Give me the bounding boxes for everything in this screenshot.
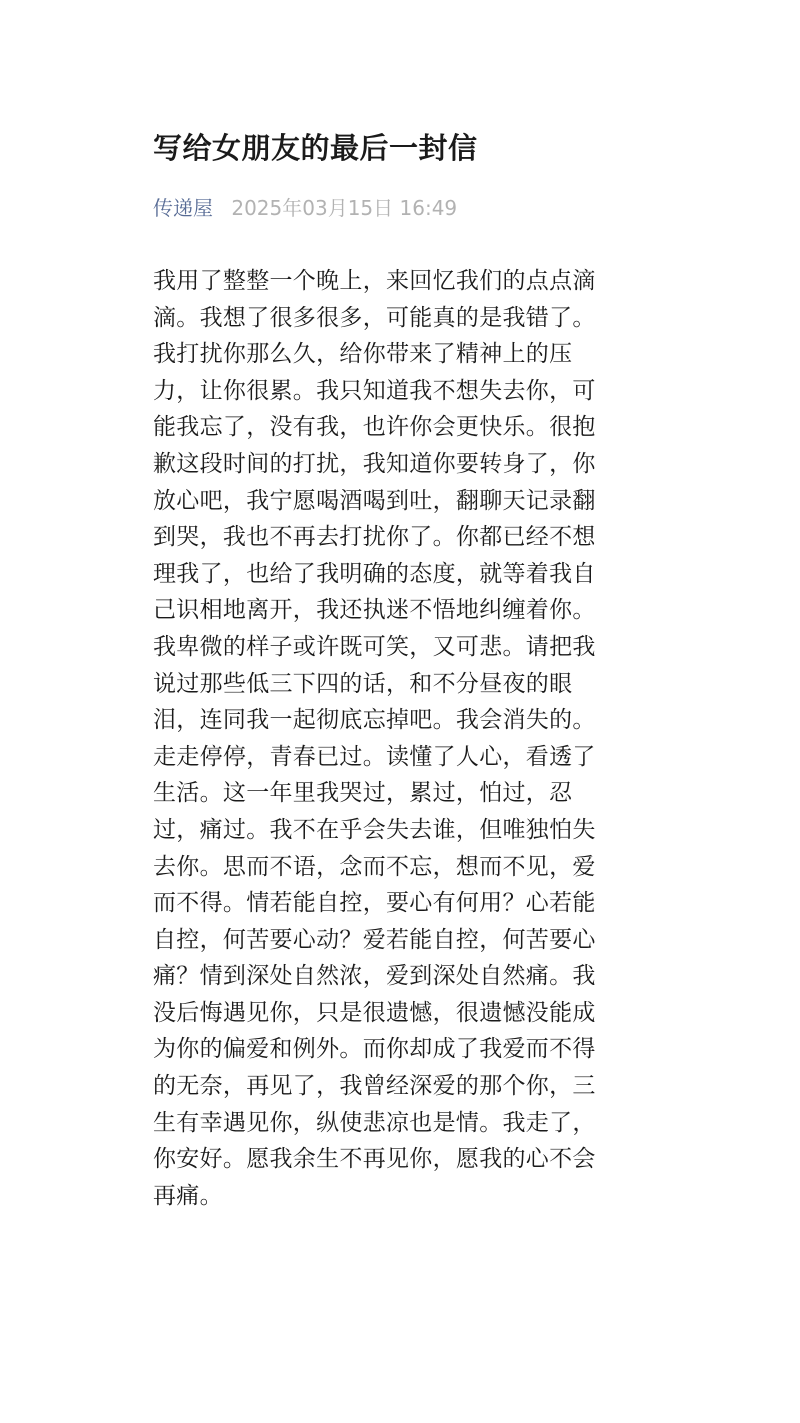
body-line: 为你的偏爱和例外。而你却成了我爱而不得 <box>153 1036 596 1063</box>
body-line: 泪，连同我一起彻底忘掉吧。我会消失的。 <box>153 707 596 734</box>
body-line: 的无奈，再见了，我曾经深爱的那个你，三 <box>153 1073 596 1100</box>
body-line: 生有幸遇见你，纵使悲凉也是情。我走了， <box>153 1109 596 1136</box>
body-line: 我用了整整一个晚上，来回忆我们的点点滴 <box>153 268 596 294</box>
body-line: 己识相地离开，我还执迷不悟地纠缠着你。 <box>153 597 596 624</box>
body-line: 到哭，我也不再去打扰你了。你都已经不想 <box>153 524 596 551</box>
body-line: 说过那些低三下四的话，和不分昼夜的眼 <box>153 670 573 697</box>
body-line: 放心吧，我宁愿喝酒喝到吐，翻聊天记录翻 <box>153 487 596 514</box>
body-line: 痛？情到深处自然浓，爱到深处自然痛。我 <box>153 963 596 990</box>
article-meta <box>153 188 653 228</box>
body-line: 自控，何苦要心动？爱若能自控，何苦要心 <box>153 926 596 953</box>
body-line: 走走停停，青春已过。读懂了人心，看透了 <box>153 743 596 770</box>
body-line: 我打扰你那么久，给你带来了精神上的压 <box>153 341 573 368</box>
publish-date: 2025年03月15日 16:49 <box>231 196 458 220</box>
body-line: 歉这段时间的打扰，我知道你要转身了，你 <box>153 450 596 477</box>
body-line: 滴。我想了很多很多，可能真的是我错了。 <box>153 304 596 331</box>
body-line: 过，痛过。我不在乎会失去谁，但唯独怕失 <box>153 816 596 843</box>
body-line: 去你。思而不语，念而不忘，想而不见，爱 <box>153 853 596 880</box>
body-line: 力，让你很累。我只知道我不想失去你，可 <box>153 377 596 404</box>
body-line: 你安好。愿我余生不再见你，愿我的心不会 <box>153 1146 596 1173</box>
body-line: 生活。这一年里我哭过，累过，怕过，忍 <box>153 780 573 807</box>
article-title: 写给女朋友的最后一封信 <box>153 131 478 165</box>
article <box>153 120 653 1214</box>
article-body <box>153 263 653 1214</box>
body-line: 能我忘了，没有我，也许你会更快乐。很抱 <box>153 414 596 441</box>
body-line: 而不得。情若能自控，要心有何用？心若能 <box>153 890 596 917</box>
author-link[interactable]: 传递屋 <box>153 196 213 220</box>
body-line: 再痛。 <box>153 1182 223 1209</box>
body-line: 理我了，也给了我明确的态度，就等着我自 <box>153 560 596 587</box>
body-line: 没后悔遇见你，只是很遗憾，很遗憾没能成 <box>153 999 596 1026</box>
body-line: 我卑微的样子或许既可笑，又可悲。请把我 <box>153 633 596 660</box>
